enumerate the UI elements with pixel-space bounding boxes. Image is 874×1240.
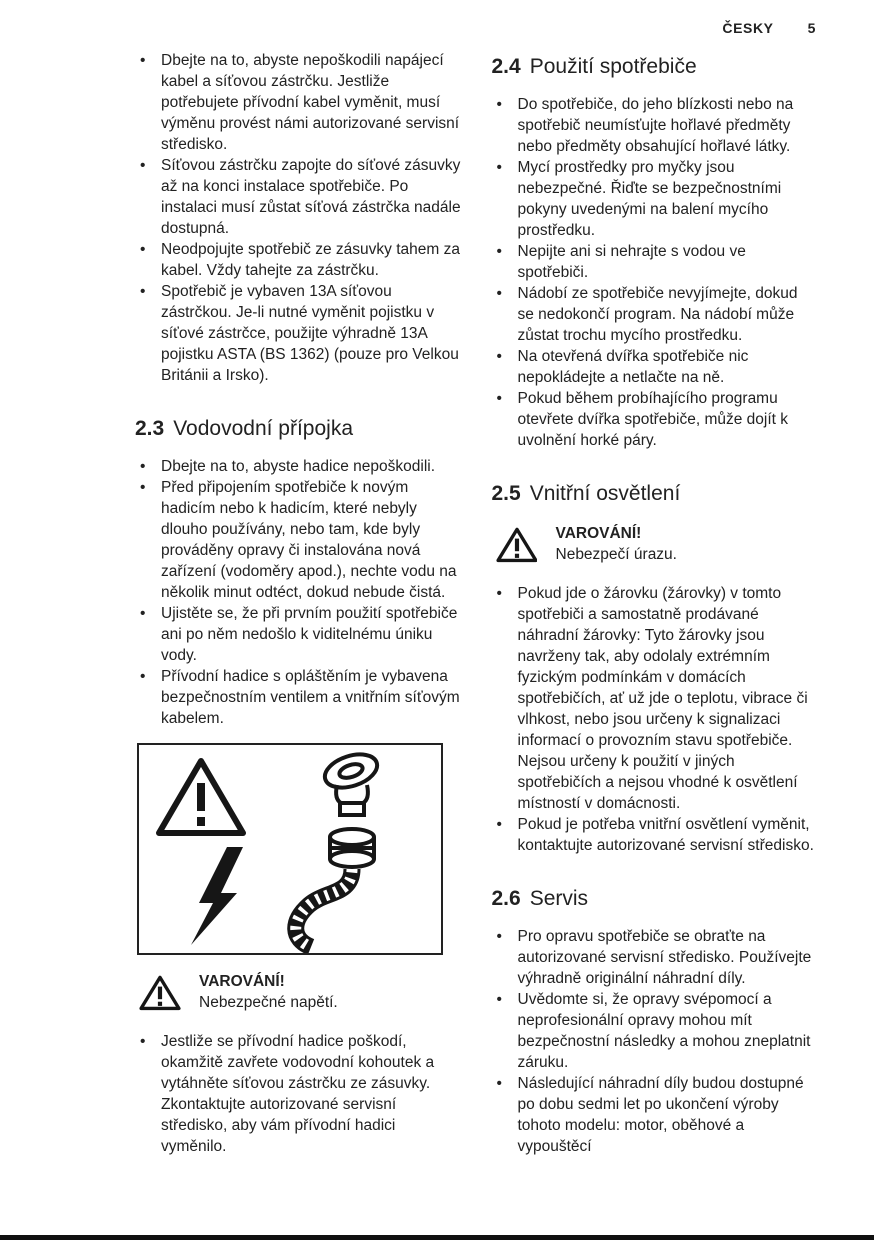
list-item: • Do spotřebiče, do jeho blízkosti nebo na spotřebič neumísťujte hořlavé předměty nebo předměty obsahující hořlavé látky. (492, 94, 819, 157)
content-columns (135, 50, 818, 1157)
list-item: • Nádobí ze spotřebiče nevyjímejte, dokud se nedokončí program. Na nádobí může zůstat trochu mycího prostředku. (492, 283, 819, 346)
language-label: ČESKY (722, 20, 774, 36)
high-voltage-icon (191, 847, 243, 945)
warning-title: VAROVÁNÍ! (555, 525, 642, 542)
warning-body (199, 971, 338, 1013)
warning-block-injury (492, 523, 819, 569)
list-item: • Pokud během probíhajícího programu otevřete dvířka spotřebiče, může dojít k uvolnění horké páry. (492, 388, 819, 451)
list-item: • Následující náhradní díly budou dostupné po dobu sedmi let po ukončení výroby tohoto modelu: motor, oběhové a vypouštěcí (492, 1073, 819, 1157)
warning-triangle-icon (139, 971, 181, 1017)
page-header (722, 20, 816, 36)
section-title: Vnitřní osvětlení (529, 482, 681, 505)
warning-triangle-icon (159, 761, 243, 833)
bullet-list-service (492, 926, 819, 1157)
section-number: 2.5 (491, 482, 521, 505)
bullet-list-electrical (135, 50, 462, 386)
section-title: Vodovodní přípojka (173, 417, 354, 440)
hose-warning-illustration (139, 745, 441, 953)
section-heading-2-6 (492, 886, 819, 912)
list-item: • Spotřebič je vybaven 13A síťovou zástrčkou. Je-li nutné vyměnit pojistku v síťové zástrčce, použijte výhradně 13A pojistku ASTA (BS 1362) (pouze pro Velkou Británii a Irsko). (135, 281, 462, 386)
list-item: • Nepijte ani si nehrajte s vodou ve spotřebiči. (492, 241, 819, 283)
warning-body (556, 523, 678, 565)
list-item: • Pokud je potřeba vnitřní osvětlení vyměnit, kontaktujte autorizované servisní středisko. (492, 814, 819, 856)
page-bottom-edge (0, 1235, 874, 1240)
list-item: • Dbejte na to, abyste nepoškodili napájecí kabel a síťovou zástrčku. Jestliže potřebujete přívodní kabel vyměnit, musí výměnu provést námi autorizované servisní středisko. (135, 50, 462, 155)
hose-warning-figure (137, 743, 443, 955)
list-item: • Přívodní hadice s opláštěním je vybavena bezpečnostním ventilem a vnitřním síťovým kabelem. (135, 666, 462, 729)
section-title: Použití spotřebiče (529, 55, 697, 78)
list-item: • Síťovou zástrčku zapojte do síťové zásuvky až na konci instalace spotřebiče. Po instalaci musí zůstat síťová zástrčka nadále dostupná. (135, 155, 462, 239)
section-number: 2.3 (135, 417, 165, 440)
right-column (492, 50, 819, 1157)
bullet-list-water-connection (135, 456, 462, 729)
list-item: • Před připojením spotřebiče k novým hadicím nebo k hadicím, které nebyly dlouho používány, nebo tam, kde byly prováděny opravy či instalována nová zařízení (vodoměry apod.), nechte vodu na několik minut odtéct, dokud nebude čistá. (135, 477, 462, 603)
list-item: • Dbejte na to, abyste hadice nepoškodili. (135, 456, 462, 477)
section-number: 2.6 (491, 886, 521, 910)
warning-text: Nebezpečné napětí. (199, 994, 338, 1011)
section-heading-2-5 (492, 481, 819, 507)
bullet-list-hose-damage (135, 1031, 462, 1157)
section-heading-2-3 (135, 416, 462, 442)
list-item: • Neodpojujte spotřebič ze zásuvky tahem za kabel. Vždy tahejte za zástrčku. (135, 239, 462, 281)
list-item: • Ujistěte se, že při prvním použití spotřebiče ani po něm nedošlo k viditelnému úniku vody. (135, 603, 462, 666)
section-heading-2-4 (492, 54, 819, 80)
list-item: • Mycí prostředky pro myčky jsou nebezpečné. Řiďte se bezpečnostními pokyny uvedenými na balení mycího prostředku. (492, 157, 819, 241)
list-item: • Jestliže se přívodní hadice poškodí, okamžitě zavřete vodovodní kohoutek a vytáhněte síťovou zástrčku ze zásuvky. Zkontaktujte autorizované servisní středisko, aby vám přívodní hadici vyměnilo. (135, 1031, 462, 1157)
warning-triangle-icon (496, 523, 538, 569)
bullet-list-use (492, 94, 819, 451)
warning-block-voltage (135, 971, 462, 1017)
list-item: • Pokud jde o žárovku (žárovky) v tomto spotřebiči a samostatně prodávané náhradní žárovky: Tyto žárovky jsou navrženy tak, aby odolaly extrémním fyzickým podmínkám v domácích spotřebičích, ať už jde o teplotu, vibrace či vlhkost, nebo jsou určeny k signalizaci informací o provozním stavu spotřebiče. Nejsou určeny k použití v jiných spotřebičích a nejsou vhodné k osvětlení místností v domácnosti. (492, 583, 819, 814)
left-column (135, 50, 462, 1157)
section-title: Servis (529, 886, 589, 910)
list-item: • Na otevřená dvířka spotřebiče nic nepokládejte a netlačte na ně. (492, 346, 819, 388)
list-item: • Uvědomte si, že opravy svépomocí a neprofesionální opravy mohou mít bezpečnostní následky a mohou zneplatnit záruku. (492, 989, 819, 1073)
page-number: 5 (807, 20, 816, 36)
section-number: 2.4 (491, 55, 521, 78)
bullet-list-lighting (492, 583, 819, 856)
inlet-hose-illustration (296, 748, 382, 947)
warning-text: Nebezpečí úrazu. (555, 546, 677, 563)
warning-title: VAROVÁNÍ! (199, 973, 285, 990)
list-item: • Pro opravu spotřebiče se obraťte na autorizované servisní středisko. Používejte výhradně originální náhradní díly. (492, 926, 819, 989)
